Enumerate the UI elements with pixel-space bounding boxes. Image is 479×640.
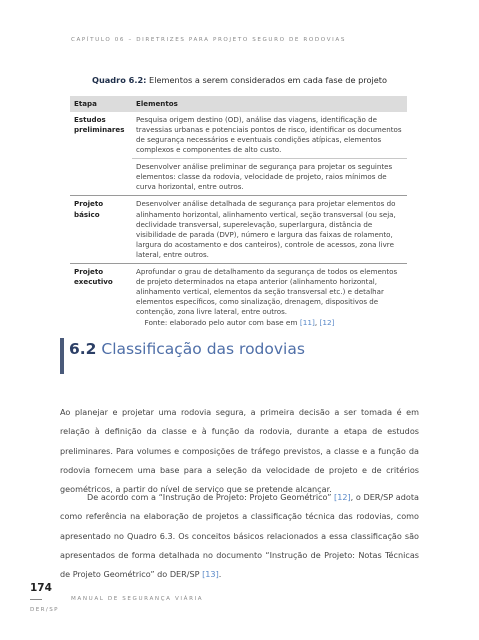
reference-link-12[interactable]: [12] [334, 492, 351, 502]
paragraph-2-text-c: . [218, 569, 222, 580]
elementos-cell: Aprofundar o grau de detalhamento da segurança de todos os elementos de projeto determinados na etapa anterior (alinhamento horizontal, alinhamento vertical, elementos da seção transversal etc.) e detalhar elementos específicos, como sinalização, drenagem, dispositivos de contenção, zona livre lateral, entre outros. [132, 263, 407, 320]
paragraph-2-text-a: De acordo com a “Instrução de Projeto: Projeto Geométrico” [87, 492, 335, 502]
source-text: Fonte: elaborado pelo autor com base em [144, 318, 300, 327]
quadro-title: Elementos a serem considerados em cada fase de projeto [146, 75, 388, 85]
table-row [70, 196, 407, 263]
section-heading [69, 340, 305, 358]
running-head: CAPÍTULO 06 – DIRETRIZES PARA PROJETO SEGURO DE RODOVIAS [71, 37, 346, 43]
footer-manual-title: MANUAL DE SEGURANÇA VIÁRIA [71, 596, 204, 602]
elementos-cell: Desenvolver análise detalhada de segurança para projetar elementos do alinhamento horizontal, alinhamento vertical, seção transversal (ou seja, declividade transversal, superelevação, superlargura, distância de visibilidade de parada (DVP), número e largura das faixas de rolamento, largura do acostamento e dos canteiros), controle de acessos, zona livre lateral, entre outros. [132, 196, 407, 263]
quadro-caption [0, 75, 479, 85]
etapa-cell: Projeto básico [70, 196, 132, 263]
table-row [70, 112, 407, 159]
elements-table [70, 96, 407, 320]
quadro-label: Quadro 6.2: [91, 75, 147, 85]
page-number: 174 [30, 582, 52, 594]
table-row [70, 263, 407, 320]
paragraph-2-text-b: , o DER/SP adota como referência na elaboração de projetos a classificação técnica das rodovias, como apresentado no Quadro 6.3. Os conceitos básicos relacionados a essa classificação são apresentados de forma detalhada no documento “Instrução de Projeto: Notas Técnicas de Projeto Geométrico” do DER/SP [60, 492, 419, 580]
column-header-etapa: Etapa [70, 96, 132, 112]
reference-link-13[interactable]: [13] [202, 569, 219, 580]
source-separator: , [314, 318, 320, 327]
table-source [0, 318, 479, 327]
footer-rule [30, 599, 42, 600]
paragraph-1: Ao planejar e projetar uma rodovia segura, a primeira decisão a ser tomada é em relação à definição da classe e à função da rodovia, durante a etapa de estudos preliminares. Para volumes e composições de tráfego previstos, a classe e a função da rodovia fornecem uma base para a seleção da velocidade de projeto e de critérios geométricos, a partir do nível de serviço que se pretende alcançar. [60, 407, 419, 495]
elementos-cell: Desenvolver análise preliminar de segurança para projetar os seguintes elementos: classe da rodovia, velocidade de projeto, raios mínimos de curva horizontal, entre outros. [132, 159, 407, 196]
reference-link-11[interactable]: [11] [299, 318, 315, 327]
elementos-cell: Pesquisa origem destino (OD), análise das viagens, identificação de travessias urbanas e potenciais pontos de risco, identificar os documentos de segurança necessários e eventuais condições atípicas, elementos complexos e componentes de alto custo. [136, 115, 402, 155]
footer-organization: DER/SP [30, 607, 59, 613]
paragraph-2 [60, 488, 419, 584]
section-number: 6.2 [69, 340, 97, 358]
column-header-elementos: Elementos [132, 96, 407, 112]
reference-link-12[interactable]: [12] [319, 318, 335, 327]
etapa-cell: Projeto executivo [70, 263, 132, 320]
section-accent-bar [60, 338, 64, 374]
section-title: Classificação das rodovias [96, 340, 305, 358]
etapa-cell: Estudos preliminares [74, 115, 125, 135]
table-header-row [70, 96, 407, 112]
